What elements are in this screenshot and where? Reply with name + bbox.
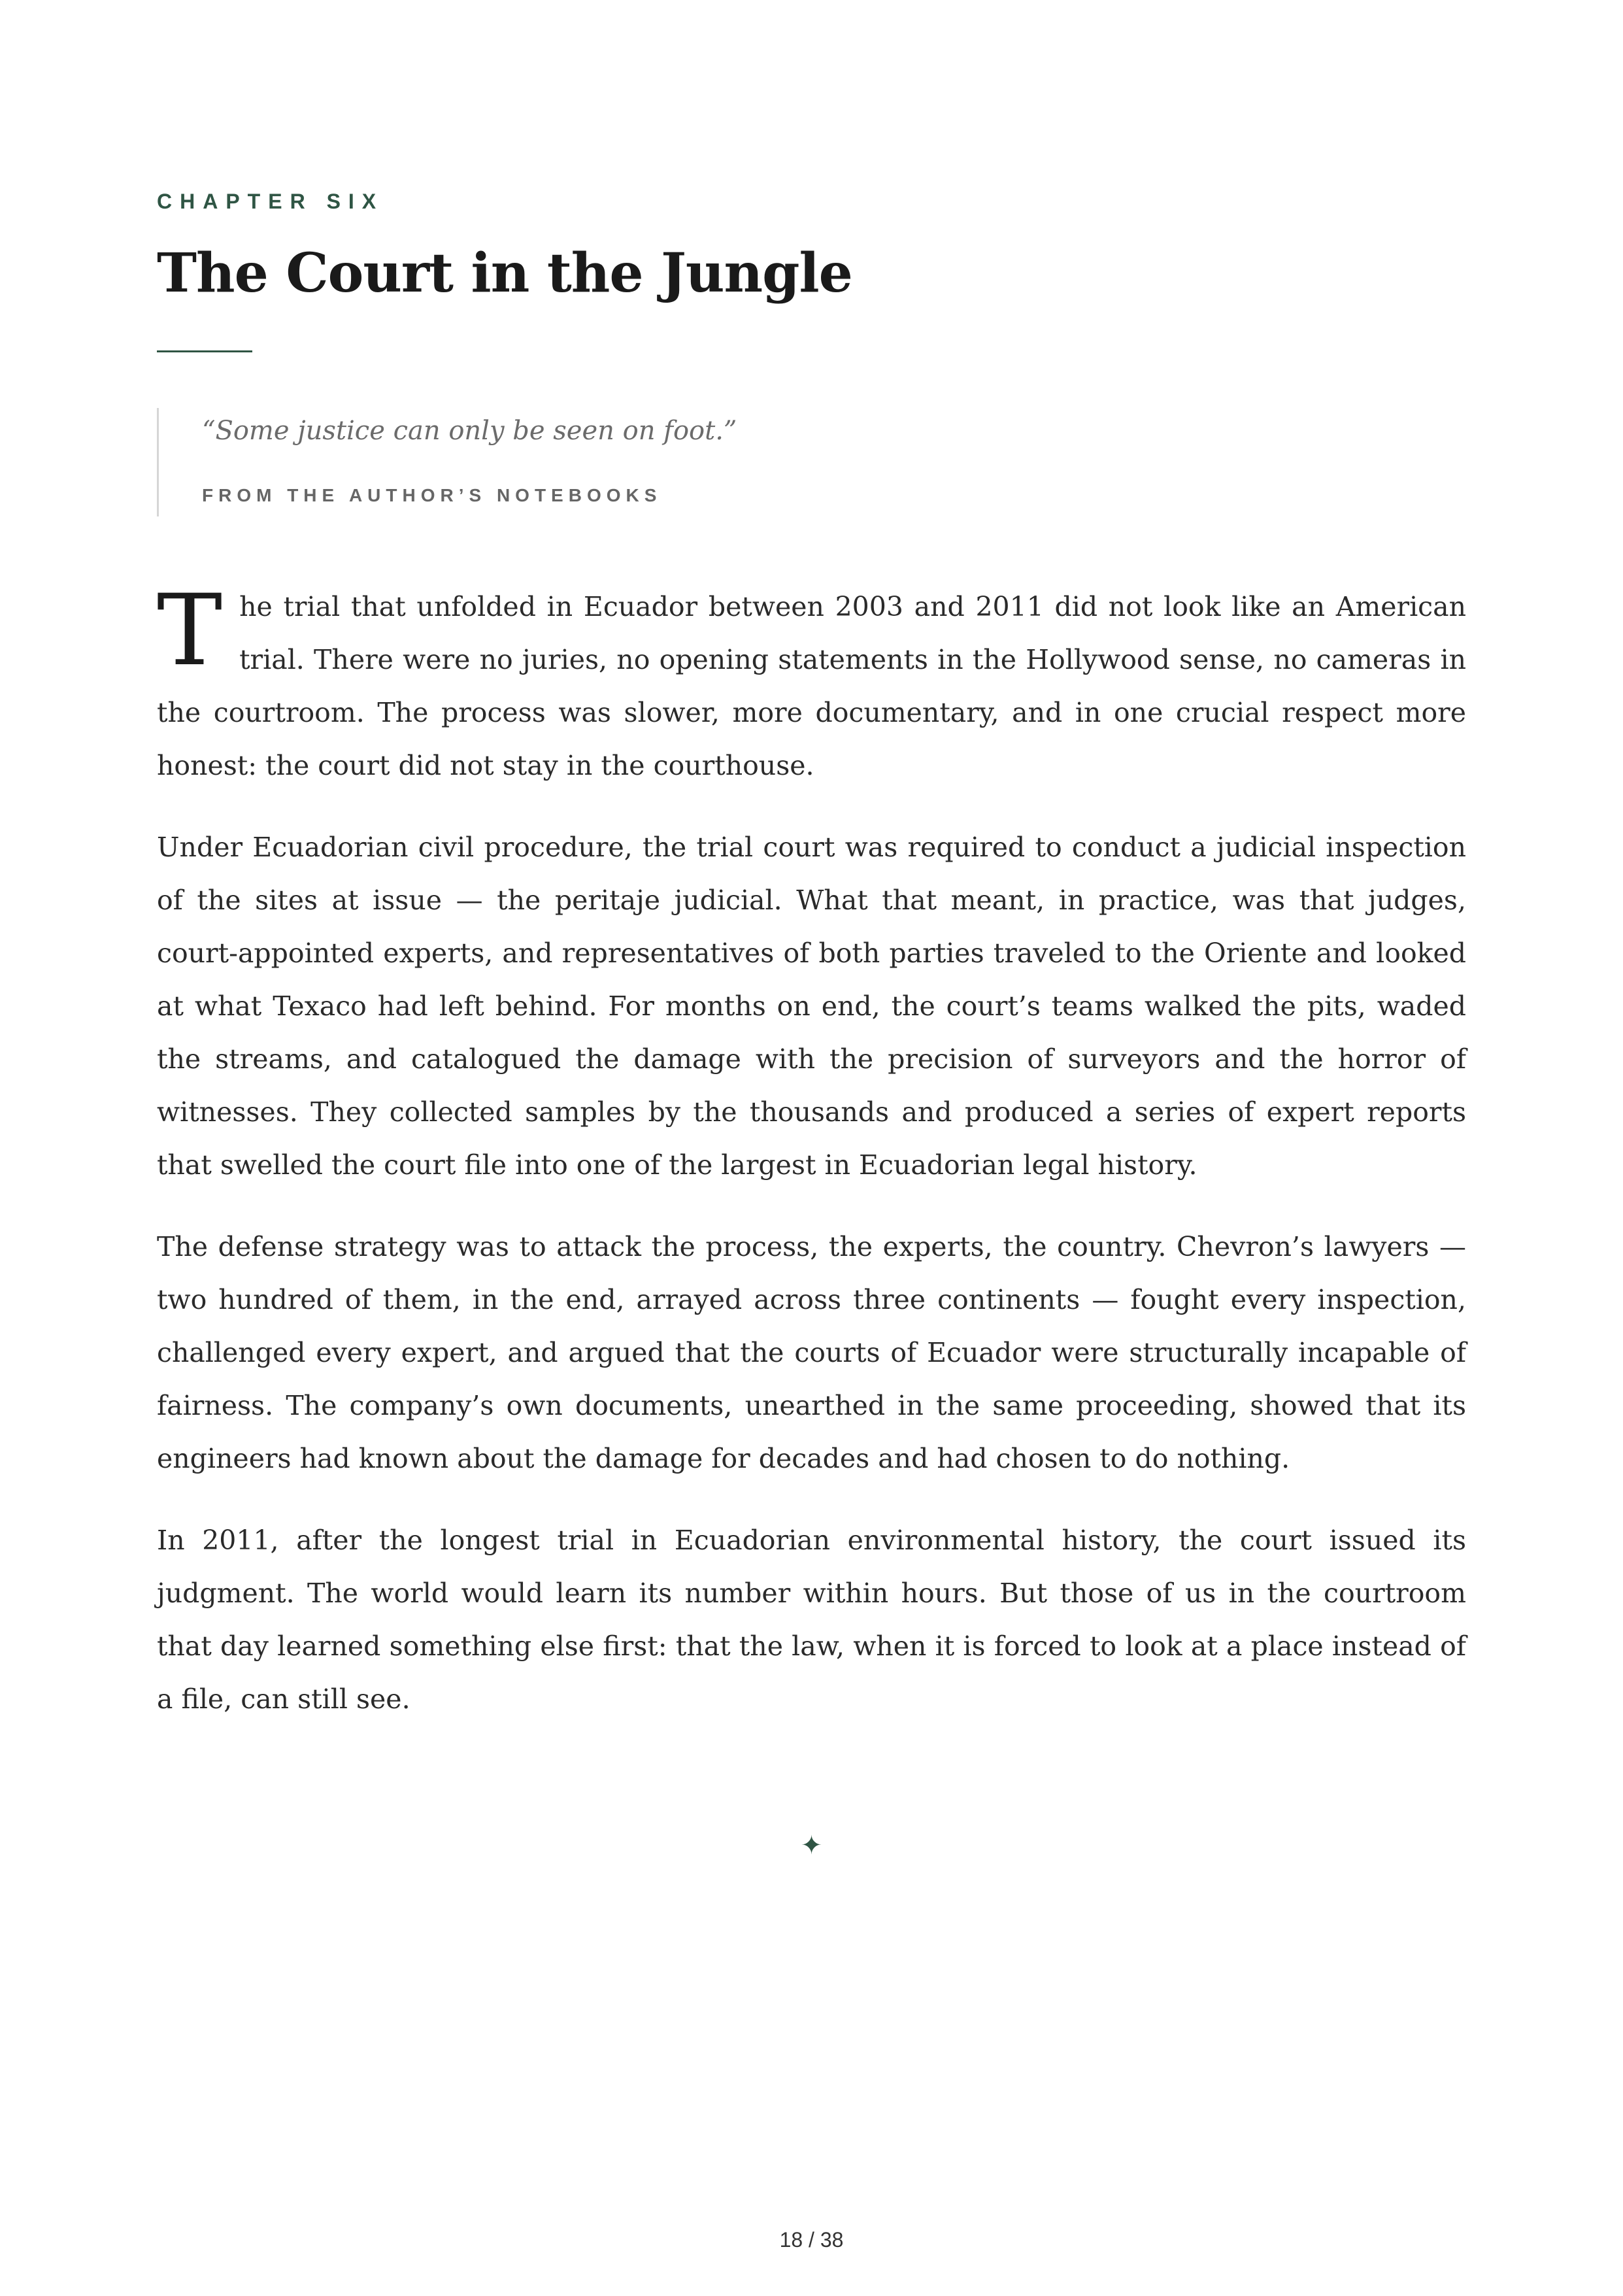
body-paragraph-4: In 2011, after the longest trial in Ecuadorian environmental history, the court issued its judgment. The world would learn its number within hours. But those of us in the courtroom that day learned something else first: that the law, when it is forced to look at a place instead of a file, can still see. <box>157 1525 1466 1715</box>
section-ornament-icon: ✦ <box>800 1831 823 1861</box>
title-divider <box>157 350 252 352</box>
epigraph-quote: “Some justice can only be seen on foot.” <box>202 416 737 446</box>
epigraph-source: FROM THE AUTHOR’S NOTEBOOKS <box>202 485 662 505</box>
body-paragraph-2: Under Ecuadorian civil procedure, the trial court was required to conduct a judicial inspection of the sites at issue — the peritaje judicial. What that meant, in practice, was that judges, court-appointed experts, and representatives of both parties traveled to the Oriente and looked at what Texaco had left behind. For months on end, the court’s teams walked the pits, waded the streams, and catalogued the damage with the precision of surveyors and the horror of witnesses. They collected samples by the thousands and produced a series of expert reports that swelled the court file into one of the largest in Ecuadorian legal history. <box>157 832 1466 1181</box>
drop-cap: T <box>157 574 223 688</box>
chapter-body <box>157 574 1466 1755</box>
body-paragraph-1-text: he trial that unfolded in Ecuador between 2003 and 2011 did not look like an American trial. There were no juries, no opening statements in the Hollywood sense, no cameras in the courtroom. The process was slower, more documentary, and in one crucial respect more honest: the court did not stay in the courthouse. <box>157 591 1466 781</box>
chapter-title: The Court in the Jungle <box>157 242 852 305</box>
body-paragraph-3: The defense strategy was to attack the process, the experts, the country. Chevron’s lawyers — two hundred of them, in the end, arrayed across three continents — fought every inspection, challenged every expert, and argued that the courts of Ecuador were structurally incapable of fairness. The company’s own documents, unearthed in the same proceeding, showed that its engineers had known about the damage for decades and had chosen to do nothing. <box>157 1231 1466 1474</box>
page-number: 18 / 38 <box>779 2228 844 2252</box>
epigraph <box>157 408 1074 516</box>
chapter-eyebrow: CHAPTER SIX <box>157 190 384 213</box>
body-paragraph-1 <box>157 574 1466 792</box>
